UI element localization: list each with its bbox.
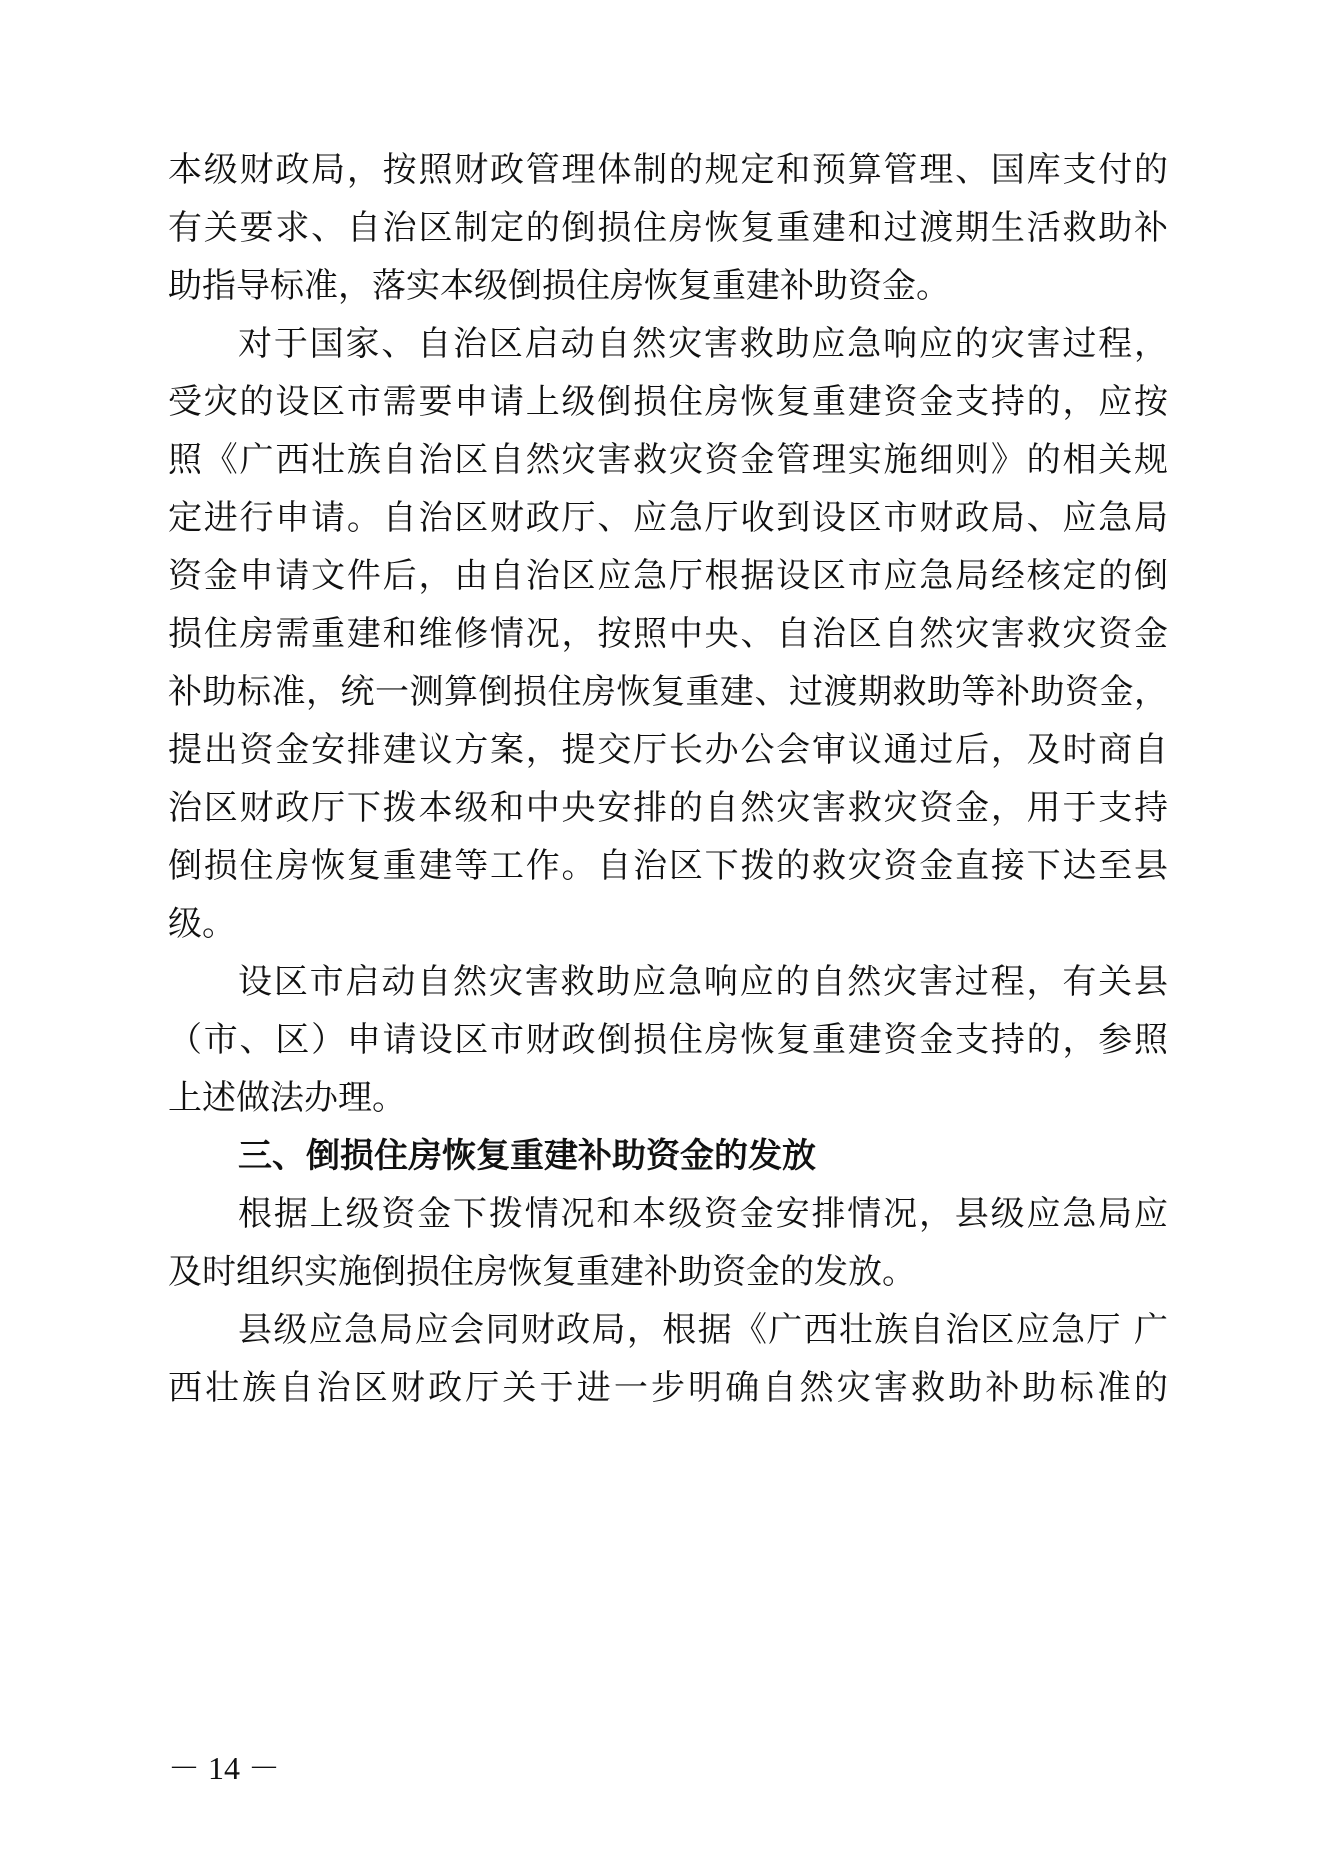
body-text-line: 倒损住房恢复重建等工作。自治区下拨的救灾资金直接下达至县 <box>168 846 1168 886</box>
body-text-line: 定进行申请。自治区财政厅、应急厅收到设区市财政局、应急局 <box>168 498 1168 538</box>
page-number: － 14 － <box>168 1750 281 1786</box>
body-text-line: 本级财政局，按照财政管理体制的规定和预算管理、国库支付的 <box>168 150 1168 190</box>
body-text-line: 治区财政厅下拨本级和中央安排的自然灾害救灾资金，用于支持 <box>168 788 1168 828</box>
paragraph-first-line: 县级应急局应会同财政局，根据《广西壮族自治区应急厅 广 <box>238 1310 1168 1350</box>
body-text-line: 西壮族自治区财政厅关于进一步明确自然灾害救助补助标准的 <box>168 1368 1168 1408</box>
body-text-line: 上述做法办理。 <box>168 1078 406 1118</box>
body-text-line: 提出资金安排建议方案，提交厅长办公会审议通过后，及时商自 <box>168 730 1168 770</box>
body-text-line: 有关要求、自治区制定的倒损住房恢复重建和过渡期生活救助补 <box>168 208 1168 248</box>
body-text-line: 助指导标准，落实本级倒损住房恢复重建补助资金。 <box>168 266 950 306</box>
body-text-line: 级。 <box>168 904 236 944</box>
body-text-line: 受灾的设区市需要申请上级倒损住房恢复重建资金支持的，应按 <box>168 382 1168 422</box>
paragraph-first-line: 对于国家、自治区启动自然灾害救助应急响应的灾害过程， <box>238 324 1168 364</box>
paragraph-first-line: 根据上级资金下拨情况和本级资金安排情况，县级应急局应 <box>238 1194 1168 1234</box>
paragraph-first-line: 设区市启动自然灾害救助应急响应的自然灾害过程，有关县 <box>238 962 1168 1002</box>
body-text-line: 照《广西壮族自治区自然灾害救灾资金管理实施细则》的相关规 <box>168 440 1168 480</box>
body-text-line: （市、区）申请设区市财政倒损住房恢复重建资金支持的，参照 <box>168 1020 1168 1060</box>
section-heading: 三、倒损住房恢复重建补助资金的发放 <box>238 1136 816 1176</box>
body-text-line: 及时组织实施倒损住房恢复重建补助资金的发放。 <box>168 1252 916 1292</box>
body-text-line: 补助标准，统一测算倒损住房恢复重建、过渡期救助等补助资金， <box>168 672 1168 712</box>
body-text-line: 损住房需重建和维修情况，按照中央、自治区自然灾害救灾资金 <box>168 614 1168 654</box>
body-text-line: 资金申请文件后，由自治区应急厅根据设区市应急局经核定的倒 <box>168 556 1168 596</box>
